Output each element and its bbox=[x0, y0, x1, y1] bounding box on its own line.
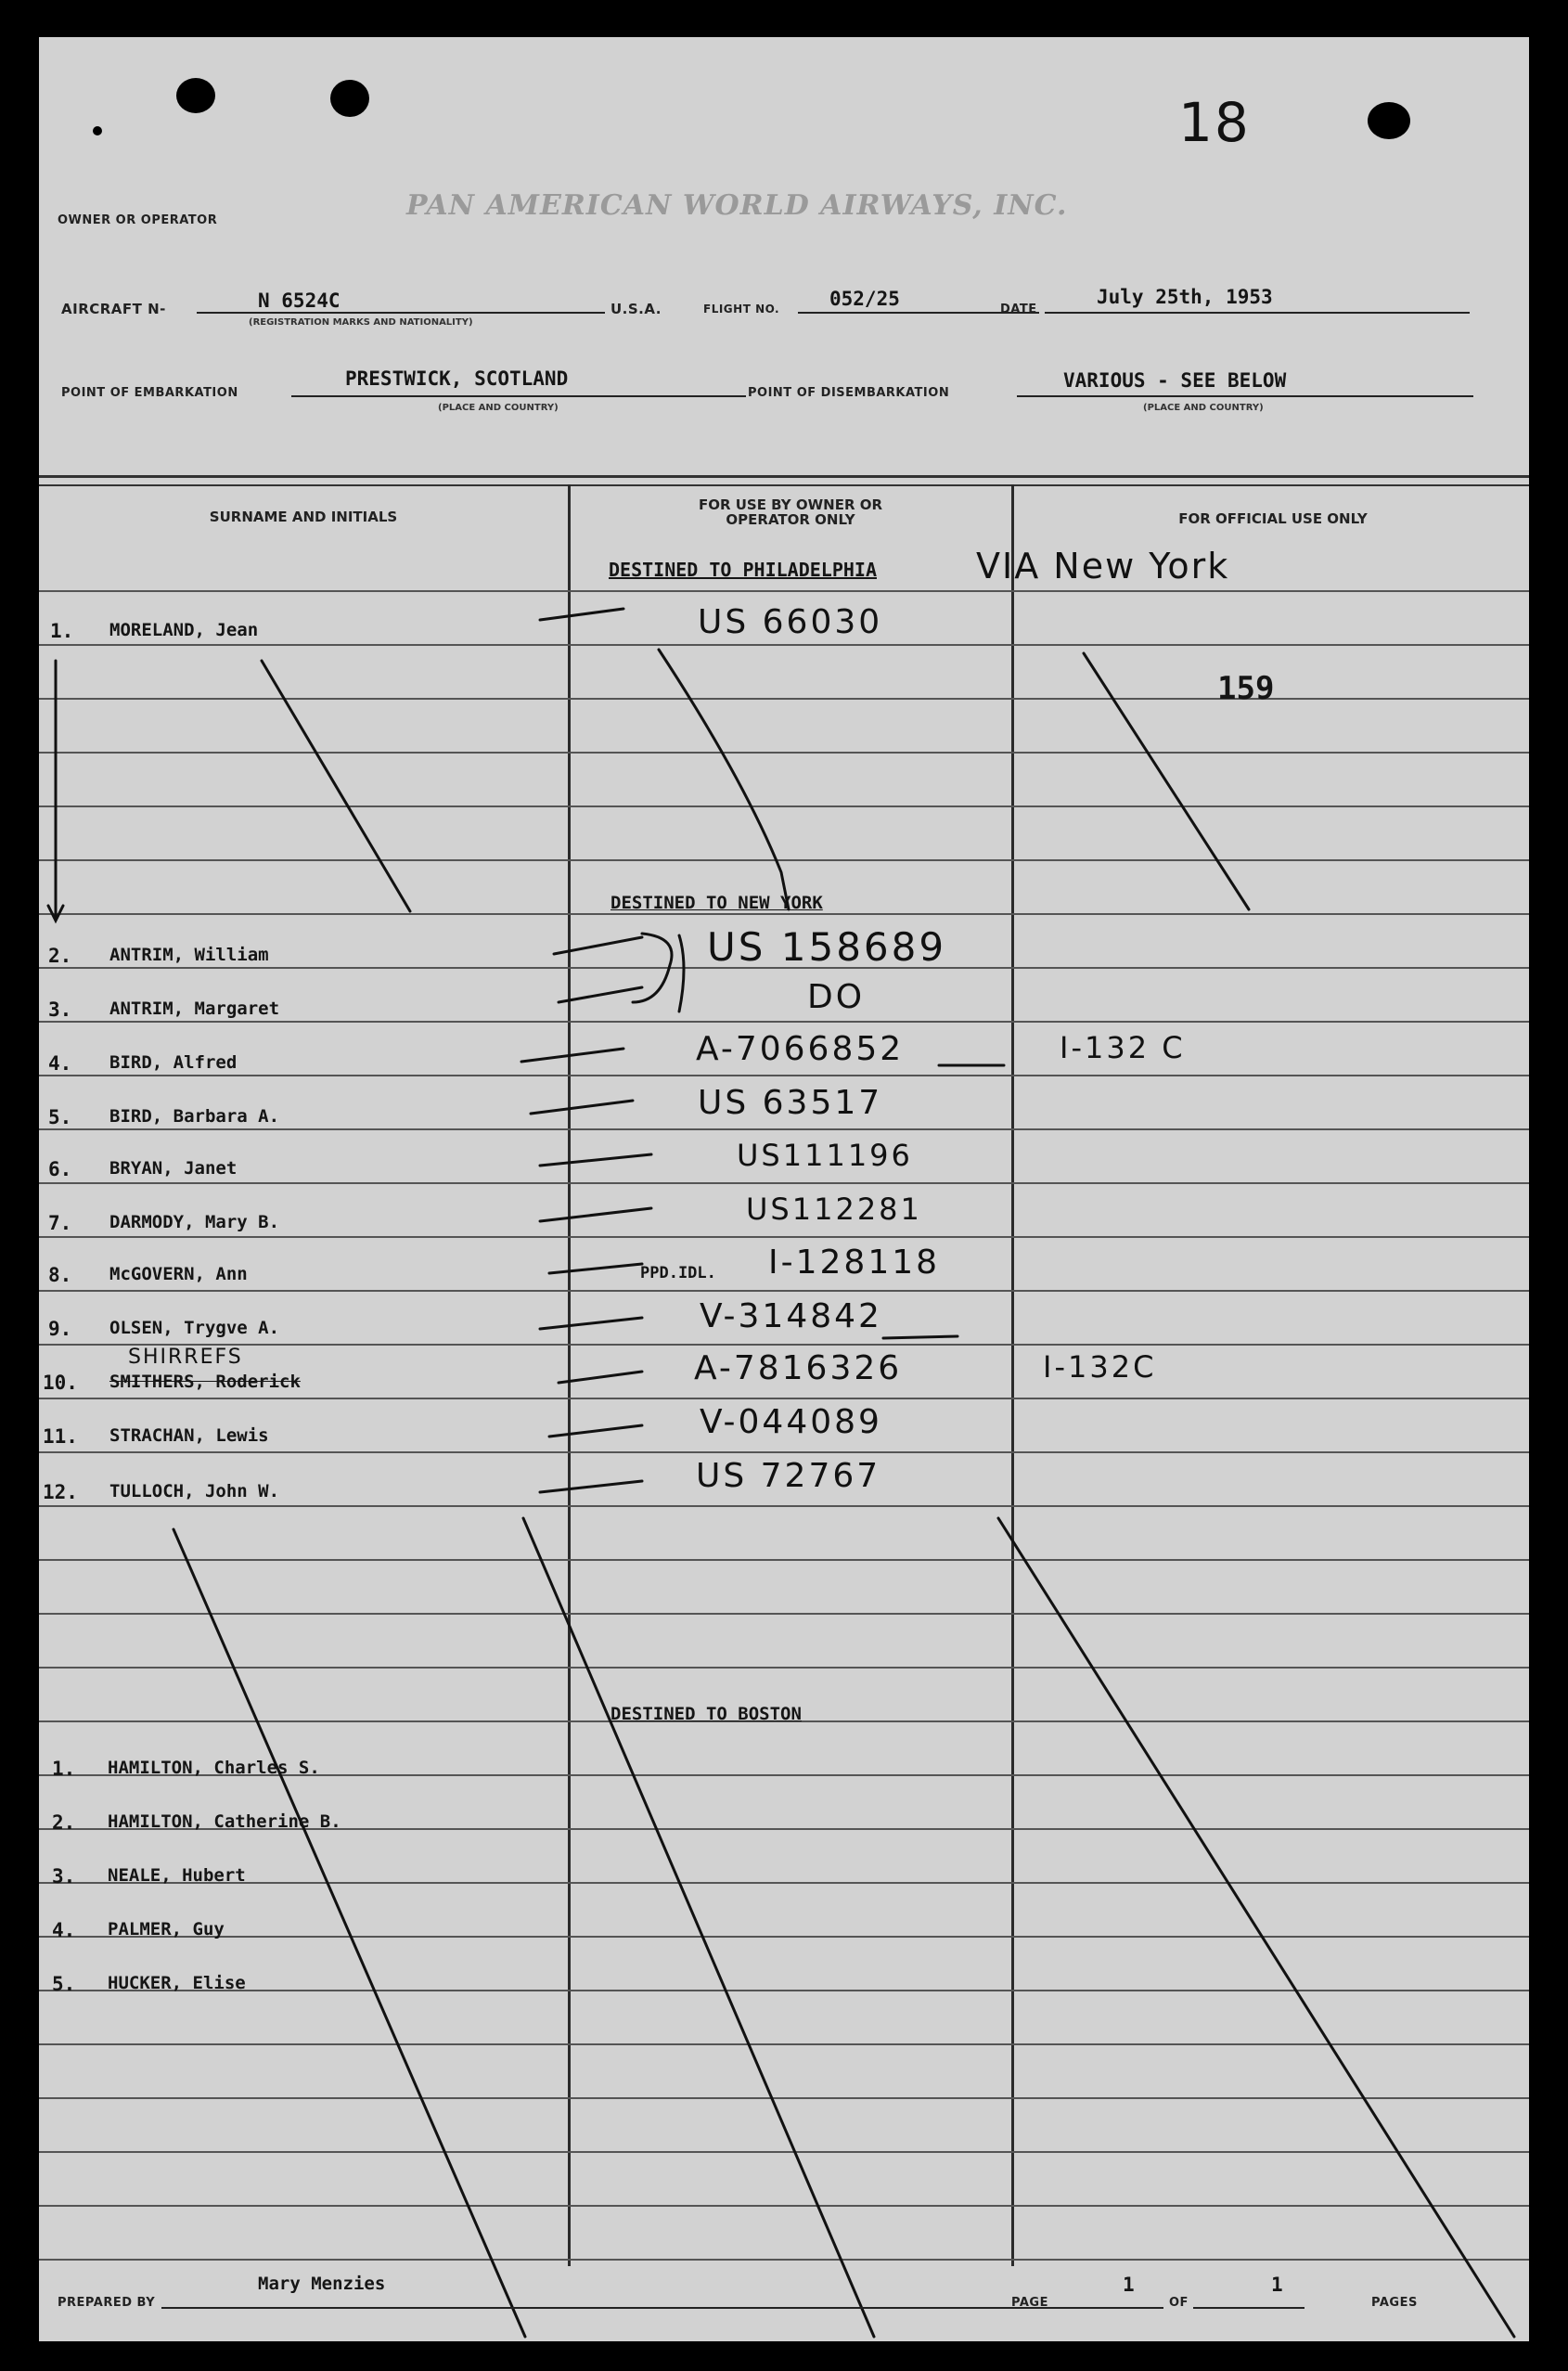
flight-value: 052/25 bbox=[829, 288, 900, 310]
passenger-name: MORELAND, Jean bbox=[109, 620, 259, 640]
passenger-number: 1. bbox=[52, 1758, 76, 1780]
manifest-sheet bbox=[39, 37, 1529, 2341]
passenger-name: TULLOCH, John W. bbox=[109, 1481, 280, 1501]
passenger-document: I-128118 bbox=[768, 1243, 941, 1282]
passenger-name: HAMILTON, Charles S. bbox=[108, 1758, 320, 1778]
passenger-document: US 72767 bbox=[696, 1457, 881, 1495]
passenger-name: BIRD, Barbara A. bbox=[109, 1106, 280, 1127]
passenger-name: BRYAN, Janet bbox=[109, 1158, 238, 1179]
date-label: DATE bbox=[1000, 303, 1037, 316]
passenger-document: DO bbox=[807, 978, 866, 1016]
aircraft-label: AIRCRAFT N- bbox=[61, 301, 166, 317]
passenger-number: 7. bbox=[48, 1212, 72, 1234]
passenger-name: STRACHAN, Lewis bbox=[109, 1425, 269, 1446]
passenger-name: ANTRIM, Margaret bbox=[109, 999, 280, 1019]
passenger-name: DARMODY, Mary B. bbox=[109, 1212, 280, 1232]
passenger-number: 12. bbox=[43, 1481, 78, 1503]
column-header-names: SURNAME AND INITIALS bbox=[209, 509, 398, 525]
prepared-by-value: Mary Menzies bbox=[258, 2274, 386, 2294]
embark-value: PRESTWICK, SCOTLAND bbox=[345, 367, 569, 390]
passenger-number: 3. bbox=[52, 1865, 76, 1888]
passenger-document: US 63517 bbox=[698, 1084, 883, 1122]
passenger-document: V-314842 bbox=[700, 1297, 882, 1335]
official-entry: I-132 C bbox=[1060, 1030, 1186, 1065]
passenger-number: 5. bbox=[52, 1973, 76, 1995]
disembark-value: VARIOUS - SEE BELOW bbox=[1063, 369, 1287, 392]
pages-label: PAGES bbox=[1371, 2296, 1418, 2310]
date-value: July 25th, 1953 bbox=[1097, 286, 1273, 308]
passenger-name: McGOVERN, Ann bbox=[109, 1264, 248, 1284]
passenger-document: US112281 bbox=[746, 1192, 922, 1227]
passenger-document: US 158689 bbox=[707, 924, 947, 970]
of-label: OF bbox=[1169, 2296, 1189, 2310]
name-correction: SHIRREFS bbox=[128, 1346, 243, 1369]
passenger-name: SMITHERS, Roderick bbox=[109, 1372, 301, 1392]
section-philadelphia-note: VIA New York bbox=[976, 546, 1230, 586]
handwritten-strokes bbox=[39, 37, 1529, 2341]
passenger-number: 1. bbox=[50, 620, 74, 642]
corner-note: 18 bbox=[1178, 91, 1251, 154]
passenger-number: 2. bbox=[52, 1811, 76, 1834]
page-value: 1 bbox=[1123, 2274, 1135, 2296]
passenger-number: 10. bbox=[43, 1372, 78, 1394]
aircraft-sub: (REGISTRATION MARKS AND NATIONALITY) bbox=[249, 317, 473, 328]
passenger-number: 6. bbox=[48, 1158, 72, 1180]
section-new-york: DESTINED TO NEW YORK bbox=[610, 893, 823, 913]
passenger-number: 5. bbox=[48, 1106, 72, 1128]
flight-label: FLIGHT NO. bbox=[703, 303, 780, 316]
disembark-sub: (PLACE AND COUNTRY) bbox=[1143, 403, 1264, 413]
of-value: 1 bbox=[1271, 2274, 1283, 2296]
passenger-name: HUCKER, Elise bbox=[108, 1973, 246, 1993]
passenger-name: PALMER, Guy bbox=[108, 1919, 225, 1939]
passenger-name: BIRD, Alfred bbox=[109, 1052, 238, 1073]
disembark-label: POINT OF DISEMBARKATION bbox=[748, 386, 950, 400]
passenger-number: 3. bbox=[48, 999, 72, 1021]
column-header-official: FOR OFFICIAL USE ONLY bbox=[1178, 510, 1368, 527]
passenger-document: US111196 bbox=[737, 1138, 913, 1173]
owner-label: OWNER OR OPERATOR bbox=[58, 213, 218, 227]
official-number: 159 bbox=[1217, 670, 1275, 707]
passenger-document: US 66030 bbox=[698, 603, 883, 641]
passenger-number: 2. bbox=[48, 945, 72, 967]
page-label: PAGE bbox=[1011, 2296, 1048, 2310]
owner-value: PAN AMERICAN WORLD AIRWAYS, INC. bbox=[406, 189, 1068, 222]
usa-label: U.S.A. bbox=[610, 301, 662, 317]
prepared-by-label: PREPARED BY bbox=[58, 2296, 156, 2310]
embark-sub: (PLACE AND COUNTRY) bbox=[438, 403, 559, 413]
document-prefix: PPD.IDL. bbox=[640, 1264, 716, 1282]
aircraft-value: N 6524C bbox=[258, 290, 341, 312]
passenger-number: 4. bbox=[48, 1052, 72, 1075]
embark-label: POINT OF EMBARKATION bbox=[61, 386, 238, 400]
passenger-number: 8. bbox=[48, 1264, 72, 1286]
passenger-name: HAMILTON, Catherine B. bbox=[108, 1811, 341, 1832]
passenger-name: ANTRIM, William bbox=[109, 945, 269, 965]
passenger-number: 4. bbox=[52, 1919, 76, 1941]
section-philadelphia: DESTINED TO PHILADELPHIA bbox=[609, 559, 877, 581]
column-header-owner: FOR USE BY OWNER OR OPERATOR ONLY bbox=[698, 496, 883, 528]
passenger-number: 9. bbox=[48, 1318, 72, 1340]
passenger-document: V-044089 bbox=[700, 1403, 882, 1441]
passenger-name: OLSEN, Trygve A. bbox=[109, 1318, 280, 1338]
section-boston: DESTINED TO BOSTON bbox=[610, 1704, 802, 1724]
passenger-name: NEALE, Hubert bbox=[108, 1865, 246, 1886]
passenger-number: 11. bbox=[43, 1425, 78, 1448]
passenger-document: A-7066852 bbox=[696, 1030, 905, 1068]
official-entry: I-132C bbox=[1043, 1349, 1157, 1385]
passenger-document: A-7816326 bbox=[694, 1349, 903, 1387]
